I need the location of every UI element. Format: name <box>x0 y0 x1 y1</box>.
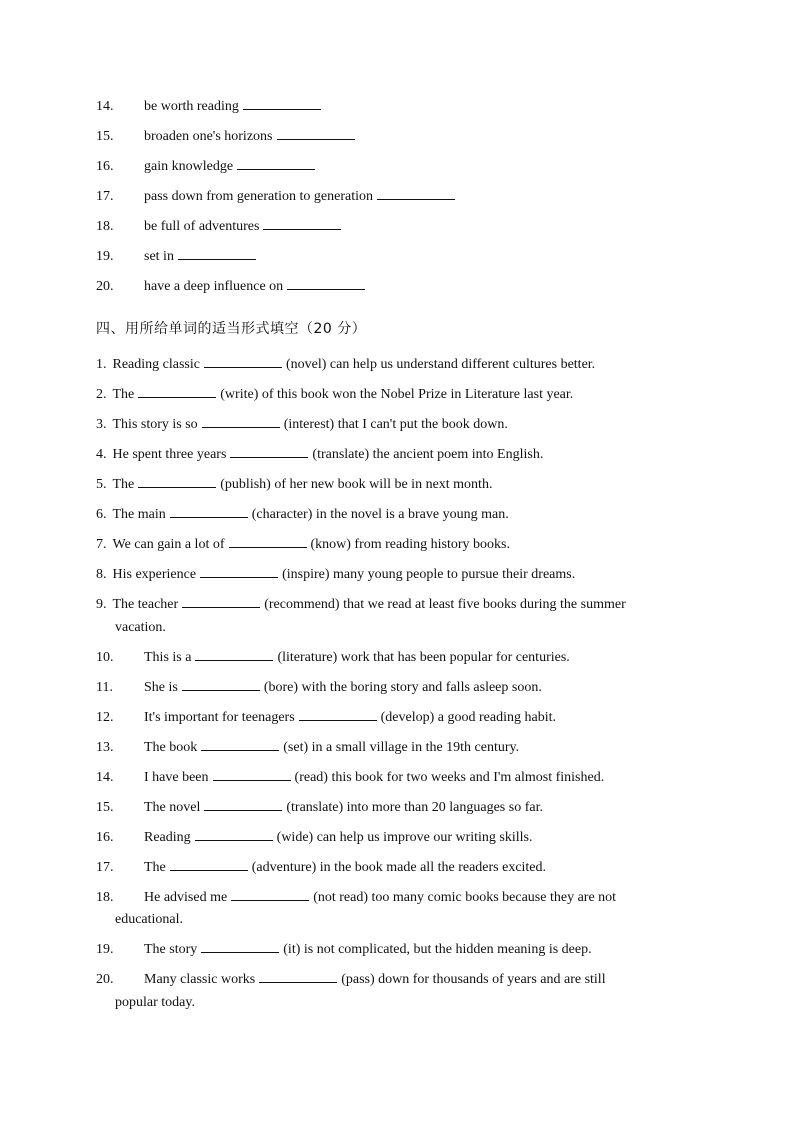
sentence-end: (adventure) in the book made all the readers excited. <box>251 860 547 875</box>
fill-item-8 <box>96 563 696 586</box>
item-number: 16. <box>96 159 114 174</box>
sentence-start: He spent three years <box>112 447 227 462</box>
sentence-start: Many classic works <box>144 972 256 987</box>
fill-item-20 <box>96 968 696 991</box>
phrase-item-19 <box>96 245 696 268</box>
fill-item-5 <box>96 473 696 496</box>
answer-blank[interactable] <box>243 95 321 110</box>
sentence-end: (literature) work that has been popular for centuries. <box>277 650 570 665</box>
sentence-start: The <box>112 387 135 402</box>
item-number: 17. <box>96 189 114 204</box>
sentence-start: It's important for teenagers <box>144 710 295 725</box>
sentence-end: (wide) can help us improve our writing skills. <box>276 830 533 845</box>
item-phrase: set in <box>144 249 174 264</box>
answer-blank[interactable] <box>195 826 273 841</box>
item-number: 9. <box>96 597 107 612</box>
fill-item-2 <box>96 383 696 406</box>
phrase-item-18 <box>96 215 696 238</box>
sentence-start: Reading <box>144 830 191 845</box>
fill-item-11 <box>96 676 696 699</box>
sentence-end: (write) of this book won the Nobel Prize in Literature last year. <box>220 387 574 402</box>
fill-item-13 <box>96 736 696 759</box>
fill-item-4 <box>96 443 696 466</box>
fill-item-18 <box>96 886 696 909</box>
fill-item-17 <box>96 856 696 879</box>
sentence-start: The <box>112 477 135 492</box>
fill-item-16 <box>96 826 696 849</box>
answer-blank[interactable] <box>259 968 337 983</box>
answer-blank[interactable] <box>178 245 256 260</box>
sentence-end: (translate) into more than 20 languages so far. <box>286 800 543 815</box>
sentence-start: The main <box>112 507 166 522</box>
answer-blank[interactable] <box>231 886 309 901</box>
item-number: 18. <box>96 219 114 234</box>
item-phrase: be full of adventures <box>144 219 260 234</box>
item-phrase: broaden one's horizons <box>144 129 273 144</box>
sentence-start: We can gain a lot of <box>112 537 225 552</box>
sentence-end: (character) in the novel is a brave young man. <box>251 507 509 522</box>
answer-blank[interactable] <box>138 383 216 398</box>
answer-blank[interactable] <box>299 706 377 721</box>
item-number: 15. <box>96 129 114 144</box>
item-number: 4. <box>96 447 107 462</box>
sentence-end: (bore) with the boring story and falls asleep soon. <box>263 680 542 695</box>
answer-blank[interactable] <box>170 503 248 518</box>
answer-blank[interactable] <box>200 563 278 578</box>
item-number: 15. <box>96 800 114 815</box>
sentence-end: (inspire) many young people to pursue their dreams. <box>282 567 576 582</box>
item-number: 14. <box>96 99 114 114</box>
phrase-item-20 <box>96 275 696 298</box>
sentence-start: This story is so <box>112 417 198 432</box>
fill-item-9-continuation: vacation. <box>115 620 166 635</box>
sentence-end: (pass) down for thousands of years and are still <box>341 972 606 987</box>
answer-blank[interactable] <box>182 676 260 691</box>
answer-blank[interactable] <box>201 938 279 953</box>
item-number: 5. <box>96 477 107 492</box>
fill-item-1 <box>96 353 696 376</box>
answer-blank[interactable] <box>263 215 341 230</box>
answer-blank[interactable] <box>204 796 282 811</box>
fill-item-7 <box>96 533 696 556</box>
item-number: 10. <box>96 650 114 665</box>
sentence-start: This is a <box>144 650 192 665</box>
sentence-end: (publish) of her new book will be in next month. <box>220 477 493 492</box>
item-number: 20. <box>96 972 114 987</box>
item-number: 3. <box>96 417 107 432</box>
item-number: 12. <box>96 710 114 725</box>
phrase-item-14 <box>96 95 696 118</box>
answer-blank[interactable] <box>287 275 365 290</box>
item-number: 18. <box>96 890 114 905</box>
item-number: 1. <box>96 357 107 372</box>
sentence-end: (novel) can help us understand different cultures better. <box>285 357 596 372</box>
answer-blank[interactable] <box>230 443 308 458</box>
sentence-start: The book <box>144 740 198 755</box>
sentence-end: (it) is not complicated, but the hidden meaning is deep. <box>283 942 592 957</box>
section-heading: 四、用所给单词的适当形式填空（20 分） <box>96 321 367 337</box>
item-number: 13. <box>96 740 114 755</box>
item-phrase: pass down from generation to generation <box>144 189 373 204</box>
fill-item-3 <box>96 413 696 436</box>
sentence-end: (recommend) that we read at least five books during the summer <box>264 597 626 612</box>
item-phrase: gain knowledge <box>144 159 234 174</box>
sentence-start: The story <box>144 942 198 957</box>
sentence-start: He advised me <box>144 890 228 905</box>
item-number: 7. <box>96 537 107 552</box>
answer-blank[interactable] <box>202 413 280 428</box>
sentence-start: Reading classic <box>112 357 200 372</box>
item-number: 19. <box>96 249 114 264</box>
item-number: 17. <box>96 860 114 875</box>
answer-blank[interactable] <box>201 736 279 751</box>
answer-blank[interactable] <box>204 353 282 368</box>
item-number: 20. <box>96 279 114 294</box>
fill-item-20-continuation: popular today. <box>115 995 195 1010</box>
answer-blank[interactable] <box>277 125 355 140</box>
fill-item-6 <box>96 503 696 526</box>
item-number: 2. <box>96 387 107 402</box>
item-number: 16. <box>96 830 114 845</box>
sentence-start: His experience <box>112 567 197 582</box>
sentence-start: The <box>144 860 166 875</box>
sentence-end: (know) from reading history books. <box>310 537 510 552</box>
item-number: 14. <box>96 770 114 785</box>
sentence-start: The teacher <box>112 597 179 612</box>
sentence-end: (interest) that I can't put the book down. <box>283 417 508 432</box>
item-number: 11. <box>96 680 113 695</box>
answer-blank[interactable] <box>195 646 273 661</box>
fill-item-10 <box>96 646 696 669</box>
answer-blank[interactable] <box>182 593 260 608</box>
phrase-item-17 <box>96 185 696 208</box>
sentence-end: (translate) the ancient poem into English. <box>312 447 544 462</box>
sentence-start: I have been <box>144 770 209 785</box>
phrase-item-16 <box>96 155 696 178</box>
answer-blank[interactable] <box>170 856 248 871</box>
sentence-end: (read) this book for two weeks and I'm almost finished. <box>294 770 605 785</box>
sentence-start: The novel <box>144 800 201 815</box>
fill-item-9 <box>96 593 696 616</box>
answer-blank[interactable] <box>138 473 216 488</box>
answer-blank[interactable] <box>229 533 307 548</box>
item-number: 19. <box>96 942 114 957</box>
item-phrase: be worth reading <box>144 99 239 114</box>
answer-blank[interactable] <box>213 766 291 781</box>
sentence-end: (set) in a small village in the 19th century. <box>283 740 520 755</box>
item-number: 6. <box>96 507 107 522</box>
phrase-item-15 <box>96 125 696 148</box>
fill-item-15 <box>96 796 696 819</box>
fill-item-19 <box>96 938 696 961</box>
sentence-end: (not read) too many comic books because they are not <box>313 890 617 905</box>
sentence-end: (develop) a good reading habit. <box>380 710 556 725</box>
fill-item-14 <box>96 766 696 789</box>
sentence-start: She is <box>144 680 178 695</box>
item-number: 8. <box>96 567 107 582</box>
fill-item-12 <box>96 706 696 729</box>
fill-item-18-continuation: educational. <box>115 912 184 927</box>
item-phrase: have a deep influence on <box>144 279 284 294</box>
answer-blank[interactable] <box>237 155 315 170</box>
answer-blank[interactable] <box>377 185 455 200</box>
